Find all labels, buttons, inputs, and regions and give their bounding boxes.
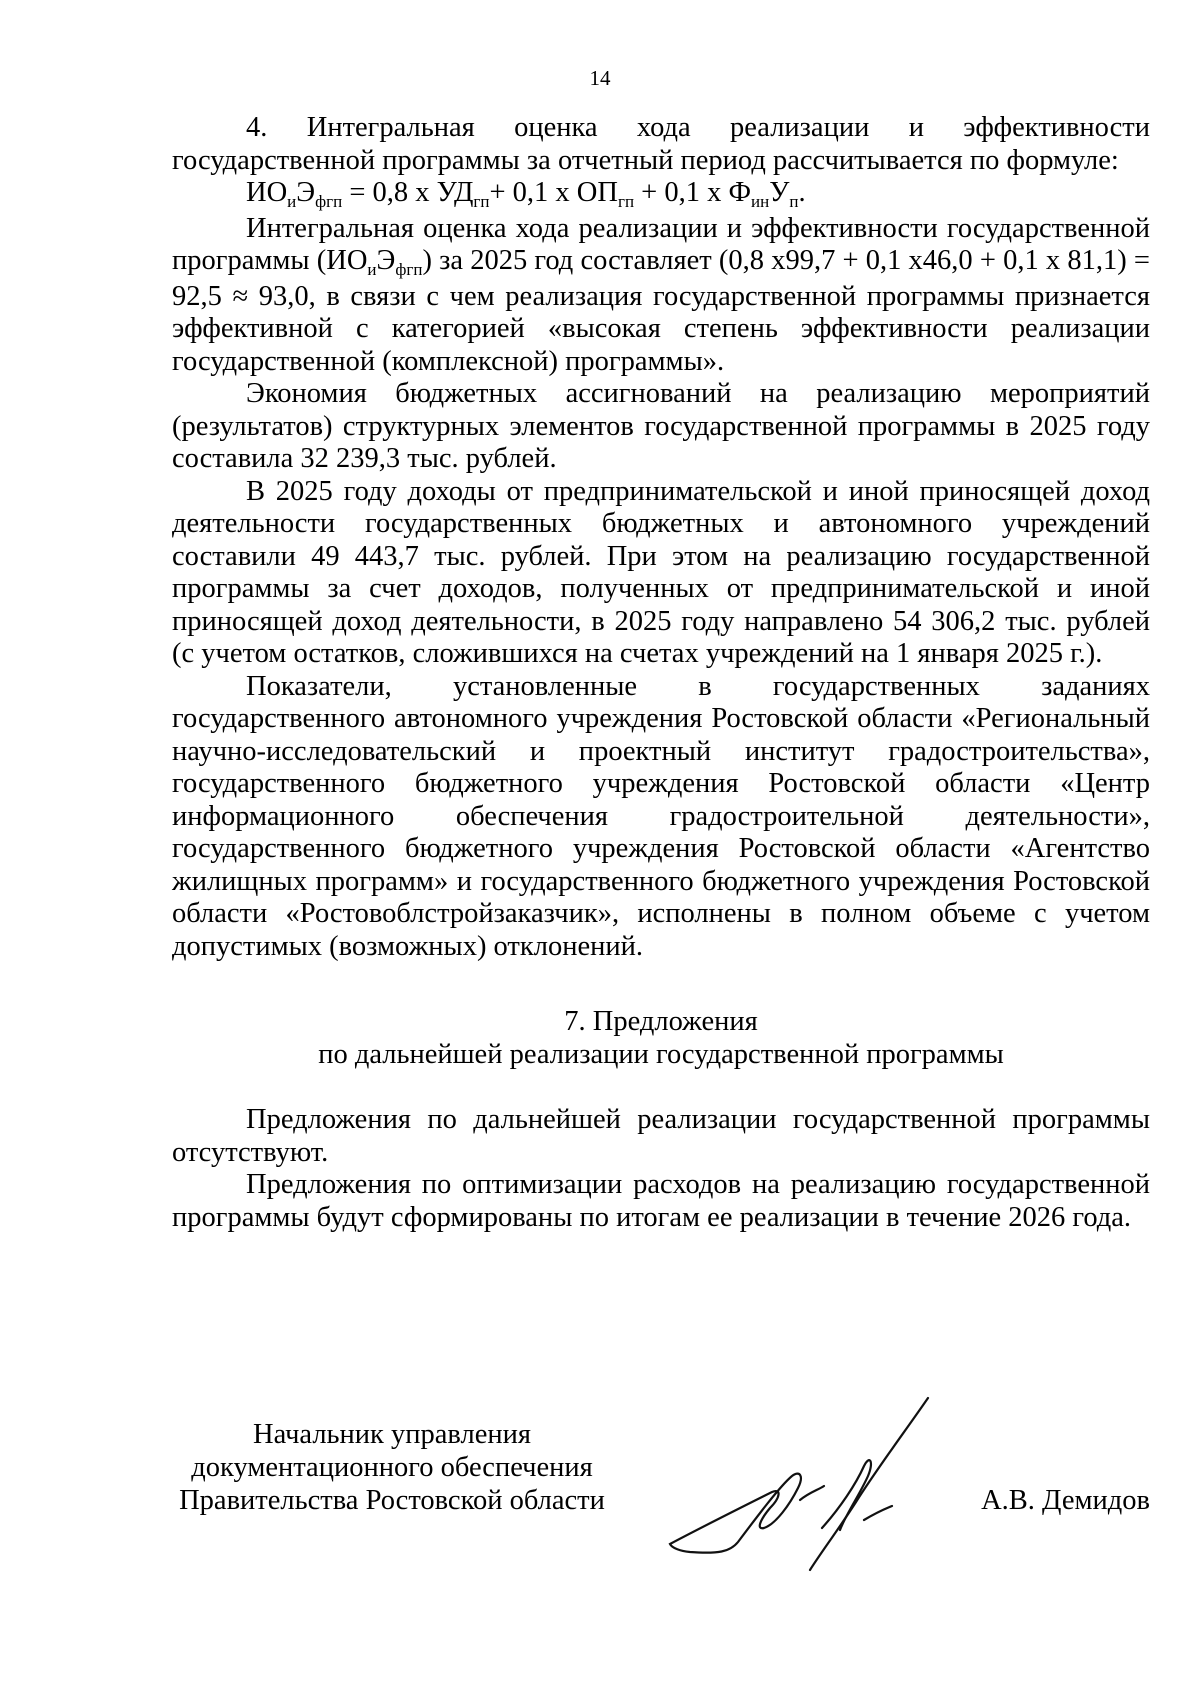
formula-subscript: фгп bbox=[315, 192, 343, 211]
section-7-title: 7. Предложения bbox=[564, 1006, 758, 1037]
formula-subscript: п bbox=[789, 192, 799, 211]
paragraph-optimization: Предложения по оптимизации расходов на реализацию государственной программы будут сформированы по итогам ее реализации в течение 2026 года. bbox=[172, 1169, 1150, 1233]
section-7-subtitle: по дальнейшей реализации государственной программы bbox=[318, 1038, 1004, 1070]
formula-part: Э bbox=[296, 177, 316, 208]
paragraph-4-intro: 4. Интегральная оценка хода реализации и эффективности государственной программы за отчетный период рассчитывается по формуле: bbox=[172, 112, 1150, 176]
formula-part: + 0,1 х Ф bbox=[634, 177, 752, 208]
text-run: Интегральная оценка хода реализации и эффективности государственной программы (ИО bbox=[172, 212, 1150, 276]
signature-stroke bbox=[670, 1474, 801, 1553]
formula-part: ИО bbox=[246, 177, 288, 208]
text-run: ) за 2025 год составляет (0,8 х99,7 + 0,1 х46,0 + 0,1 х 81,1) = 92,5 ≈ 93,0, в связи с чем реализация государственной программы признается эффективной с категорией «высокая степень эффективности реализации государственной (комплексной) программы». bbox=[172, 245, 1150, 377]
signature-block bbox=[172, 1418, 1150, 1558]
paragraph-proposals: Предложения по дальнейшей реализации государственной программы отсутствуют. bbox=[172, 1104, 1150, 1168]
document-body bbox=[172, 112, 1150, 1234]
section-7-heading bbox=[172, 1006, 1150, 1071]
signatory-position-line: Начальник управления bbox=[253, 1419, 531, 1450]
integral-formula bbox=[172, 177, 1150, 213]
signature-stroke bbox=[864, 1506, 892, 1520]
text-run: Э bbox=[376, 245, 396, 276]
signatory-position bbox=[172, 1418, 612, 1517]
text-subscript: фгп bbox=[395, 260, 423, 279]
paragraph-income: В 2025 году доходы от предпринимательской и иной приносящей доход деятельности государственных бюджетных и автономного учреждений составили 49 443,7 тыс. рублей. При этом на реализацию государственной программы за счет доходов, полученных от предпринимательской и иной приносящей доход деятельности, в 2025 году направлено 54 306,2 тыс. рублей (с учетом остатков, сложившихся на счетах учреждений на 1 января 2025 г.). bbox=[172, 475, 1150, 669]
signatory-name: А.В. Демидов bbox=[981, 1485, 1150, 1516]
paragraph-integral-assessment bbox=[172, 213, 1150, 379]
formula-subscript: ин bbox=[751, 192, 770, 211]
text-subscript: и bbox=[367, 260, 377, 279]
formula-part: + 0,1 х ОП bbox=[489, 177, 618, 208]
formula-part: У bbox=[769, 177, 790, 208]
signature-stroke bbox=[810, 1398, 928, 1570]
paragraph-budget-economy: Экономия бюджетных ассигнований на реализацию мероприятий (результатов) структурных элементов государственной программы в 2025 году составила 32 239,3 тыс. рублей. bbox=[172, 378, 1150, 474]
signature-stroke bbox=[800, 1486, 824, 1500]
formula-part: = 0,8 х УД bbox=[342, 177, 474, 208]
formula-subscript: и bbox=[287, 192, 297, 211]
formula-subscript: гп bbox=[617, 192, 635, 211]
formula-subscript: гп bbox=[473, 192, 490, 211]
paragraph-indicators: Показатели, установленные в государственных заданиях государственного автономного учреждения Ростовской области «Региональный научно-исследовательский и проектный институт градостроительства», государственного бюджетного учреждения Ростовской области «Центр информационного обеспечения градостроительной деятельности», государственного бюджетного учреждения Ростовской области «Агентство жилищных программ» и государственного бюджетного учреждения Ростовской области «Ростовоблстройзаказчик», исполнены в полном объеме с учетом допустимых (возможных) отклонений. bbox=[172, 670, 1150, 962]
page-number: 14 bbox=[589, 66, 611, 90]
handwritten-signature bbox=[660, 1396, 960, 1576]
formula-part: . bbox=[798, 177, 806, 208]
signatory-position-line: Правительства Ростовской области bbox=[179, 1485, 605, 1516]
signatory-position-line: документационного обеспечения bbox=[191, 1452, 593, 1483]
